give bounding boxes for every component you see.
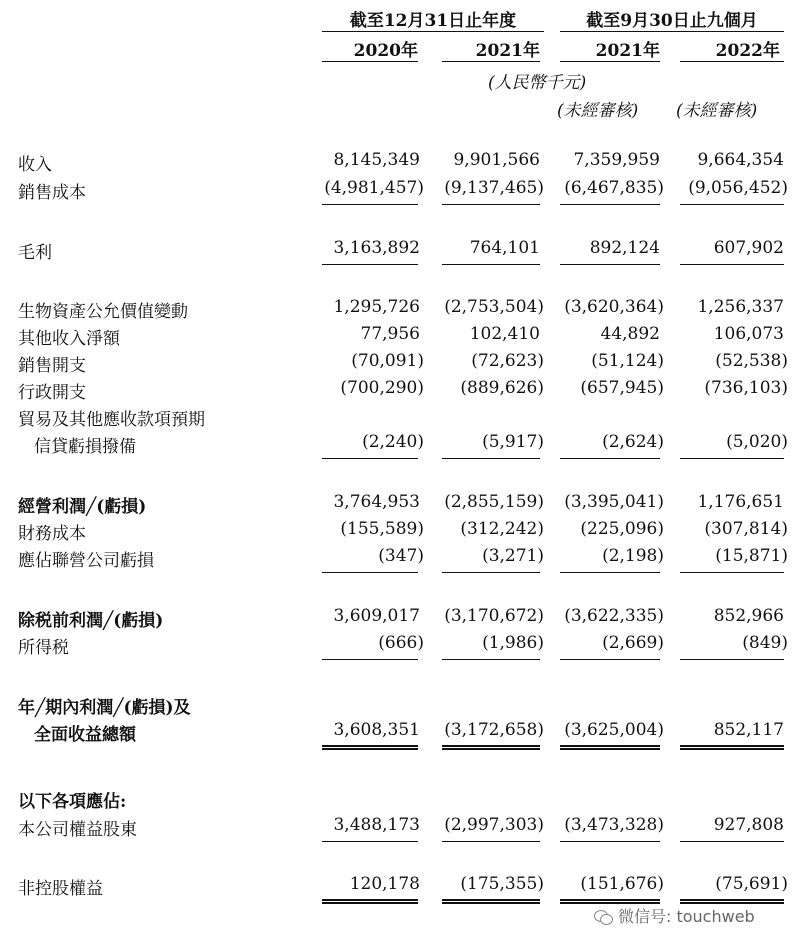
cell-bio-assets-2: (2,753,504) bbox=[444, 297, 544, 317]
row-label-bio-assets: 生物資產公允價值變動 bbox=[18, 302, 188, 322]
rule bbox=[442, 841, 540, 842]
cell-credit-loss-1: (2,240) bbox=[362, 432, 424, 452]
cell-equity-shareholders-2: (2,997,303) bbox=[444, 815, 544, 835]
cell-associates-loss-2: (3,271) bbox=[482, 546, 544, 566]
cell-profit-before-tax-4: 852,966 bbox=[713, 606, 784, 626]
rule bbox=[322, 659, 418, 660]
cell-non-controlling-3: (151,676) bbox=[580, 874, 664, 894]
rule bbox=[442, 264, 540, 265]
double-rule bbox=[560, 745, 660, 750]
cell-bio-assets-3: (3,620,364) bbox=[564, 297, 664, 317]
cell-period-profit-3: (3,625,004) bbox=[564, 720, 664, 740]
wechat-icon bbox=[594, 909, 614, 925]
cell-income-tax-2: (1,986) bbox=[482, 633, 544, 653]
cell-profit-before-tax-2: (3,170,672) bbox=[444, 606, 544, 626]
cell-gross-profit-4: 607,902 bbox=[713, 238, 784, 258]
year-col-2: 2021年 bbox=[475, 41, 540, 61]
header-rule-2 bbox=[560, 31, 784, 32]
row-label-attributable: 以下各項應佔: bbox=[18, 792, 127, 812]
watermark bbox=[594, 904, 755, 927]
header-rule-1 bbox=[322, 31, 544, 32]
rule bbox=[442, 659, 540, 660]
cell-equity-shareholders-3: (3,473,328) bbox=[564, 815, 664, 835]
cell-non-controlling-2: (175,355) bbox=[460, 874, 544, 894]
double-rule bbox=[442, 899, 540, 904]
cell-cost-of-sales-1: (4,981,457) bbox=[324, 178, 424, 198]
rule bbox=[680, 659, 784, 660]
cell-bio-assets-1: 1,295,726 bbox=[333, 297, 420, 317]
cell-associates-loss-1: (347) bbox=[378, 546, 424, 566]
year-col-4: 2022年 bbox=[715, 41, 780, 61]
cell-selling-expenses-2: (72,623) bbox=[471, 351, 544, 371]
cell-operating-profit-3: (3,395,041) bbox=[564, 492, 664, 512]
cell-associates-loss-4: (15,871) bbox=[715, 546, 788, 566]
row-label-profit-before-tax: 除税前利潤╱(虧損) bbox=[18, 611, 164, 631]
cell-cost-of-sales-4: (9,056,452) bbox=[688, 178, 788, 198]
cell-income-tax-4: (849) bbox=[742, 633, 788, 653]
rule bbox=[560, 458, 660, 459]
cell-equity-shareholders-1: 3,488,173 bbox=[333, 815, 420, 835]
row-label-finance-costs: 財務成本 bbox=[18, 524, 86, 544]
rule bbox=[442, 204, 540, 205]
double-rule bbox=[322, 745, 418, 750]
unaudited-note-2: (未經審核) bbox=[676, 101, 758, 121]
watermark-text: 微信号: touchweb bbox=[618, 907, 755, 926]
cell-income-tax-1: (666) bbox=[378, 633, 424, 653]
cell-period-profit-2: (3,172,658) bbox=[444, 720, 544, 740]
row-label-non-controlling: 非控股權益 bbox=[18, 879, 103, 899]
year-col-3: 2021年 bbox=[595, 41, 660, 61]
cell-gross-profit-1: 3,163,892 bbox=[333, 238, 420, 258]
cell-revenue-1: 8,145,349 bbox=[333, 150, 420, 170]
cell-non-controlling-1: 120,178 bbox=[349, 874, 420, 894]
cell-credit-loss-2: (5,917) bbox=[482, 432, 544, 452]
row-label-period-profit: 年╱期內利潤╱(虧損)及 bbox=[18, 698, 191, 718]
row-label-cost-of-sales: 銷售成本 bbox=[18, 183, 86, 203]
row-label-equity-shareholders: 本公司權益股東 bbox=[18, 820, 137, 840]
cell-selling-expenses-1: (70,091) bbox=[351, 351, 424, 371]
cell-other-income-3: 44,892 bbox=[600, 324, 660, 344]
cell-finance-costs-3: (225,096) bbox=[580, 519, 664, 539]
row-label-admin-expenses: 行政開支 bbox=[18, 383, 86, 403]
cell-cost-of-sales-2: (9,137,465) bbox=[444, 178, 544, 198]
rule bbox=[560, 264, 660, 265]
row-label-associates-loss: 應佔聯營公司虧損 bbox=[18, 551, 154, 571]
rule bbox=[680, 264, 784, 265]
cell-other-income-1: 77,956 bbox=[360, 324, 420, 344]
cell-finance-costs-4: (307,814) bbox=[704, 519, 788, 539]
unaudited-note-1: (未經審核) bbox=[557, 101, 639, 121]
double-rule bbox=[322, 899, 418, 904]
rule bbox=[560, 572, 660, 573]
currency-note: (人民幣千元) bbox=[488, 73, 587, 93]
row-label-operating-profit: 經營利潤╱(虧損) bbox=[18, 497, 147, 517]
cell-credit-loss-4: (5,020) bbox=[726, 432, 788, 452]
rule bbox=[560, 659, 660, 660]
cell-operating-profit-2: (2,855,159) bbox=[444, 492, 544, 512]
rule bbox=[322, 572, 418, 573]
rule bbox=[560, 841, 660, 842]
cell-gross-profit-3: 892,124 bbox=[589, 238, 660, 258]
cell-admin-expenses-3: (657,945) bbox=[580, 378, 664, 398]
row-label-revenue: 收入 bbox=[18, 155, 52, 175]
row-label-credit-loss-2: 信貸虧損撥備 bbox=[34, 437, 136, 457]
rule bbox=[322, 264, 418, 265]
row-label-income-tax: 所得税 bbox=[18, 638, 69, 658]
cell-period-profit-1: 3,608,351 bbox=[333, 720, 420, 740]
cell-gross-profit-2: 764,101 bbox=[469, 238, 540, 258]
double-rule bbox=[442, 745, 540, 750]
rule bbox=[680, 204, 784, 205]
rule bbox=[322, 841, 418, 842]
cell-equity-shareholders-4: 927,808 bbox=[713, 815, 784, 835]
rule bbox=[560, 204, 660, 205]
cell-finance-costs-2: (312,242) bbox=[460, 519, 544, 539]
period-header-nine-months: 截至9月30日止九個月 bbox=[586, 11, 758, 31]
cell-selling-expenses-4: (52,538) bbox=[715, 351, 788, 371]
row-label-gross-profit: 毛利 bbox=[18, 243, 52, 263]
period-header-annual: 截至12月31日止年度 bbox=[349, 11, 517, 31]
cell-cost-of-sales-3: (6,467,835) bbox=[564, 178, 664, 198]
row-label-credit-loss: 貿易及其他應收款項預期 bbox=[18, 410, 205, 430]
rule bbox=[442, 458, 540, 459]
cell-other-income-2: 102,410 bbox=[469, 324, 540, 344]
row-label-other-income: 其他收入淨額 bbox=[18, 329, 120, 349]
cell-other-income-4: 106,073 bbox=[713, 324, 784, 344]
rule bbox=[442, 572, 540, 573]
cell-income-tax-3: (2,669) bbox=[602, 633, 664, 653]
rule bbox=[322, 458, 418, 459]
rule bbox=[680, 572, 784, 573]
year-rule-3 bbox=[560, 61, 660, 62]
rule bbox=[322, 204, 418, 205]
cell-operating-profit-4: 1,176,651 bbox=[697, 492, 784, 512]
cell-revenue-2: 9,901,566 bbox=[453, 150, 540, 170]
cell-operating-profit-1: 3,764,953 bbox=[333, 492, 420, 512]
cell-profit-before-tax-1: 3,609,017 bbox=[333, 606, 420, 626]
cell-non-controlling-4: (75,691) bbox=[715, 874, 788, 894]
year-col-1: 2020年 bbox=[353, 41, 418, 61]
cell-bio-assets-4: 1,256,337 bbox=[697, 297, 784, 317]
cell-finance-costs-1: (155,589) bbox=[340, 519, 424, 539]
cell-profit-before-tax-3: (3,622,335) bbox=[564, 606, 664, 626]
rule bbox=[680, 458, 784, 459]
year-rule-2 bbox=[442, 61, 540, 62]
cell-associates-loss-3: (2,198) bbox=[602, 546, 664, 566]
cell-selling-expenses-3: (51,124) bbox=[591, 351, 664, 371]
cell-admin-expenses-1: (700,290) bbox=[340, 378, 424, 398]
rule bbox=[680, 841, 784, 842]
year-rule-1 bbox=[322, 61, 418, 62]
cell-admin-expenses-4: (736,103) bbox=[704, 378, 788, 398]
cell-revenue-4: 9,664,354 bbox=[697, 150, 784, 170]
double-rule bbox=[680, 745, 784, 750]
cell-admin-expenses-2: (889,626) bbox=[460, 378, 544, 398]
cell-revenue-3: 7,359,959 bbox=[573, 150, 660, 170]
cell-credit-loss-3: (2,624) bbox=[602, 432, 664, 452]
cell-period-profit-4: 852,117 bbox=[713, 720, 784, 740]
row-label-selling-expenses: 銷售開支 bbox=[18, 356, 86, 376]
year-rule-4 bbox=[680, 61, 784, 62]
row-label-period-profit-2: 全面收益總額 bbox=[34, 725, 136, 745]
